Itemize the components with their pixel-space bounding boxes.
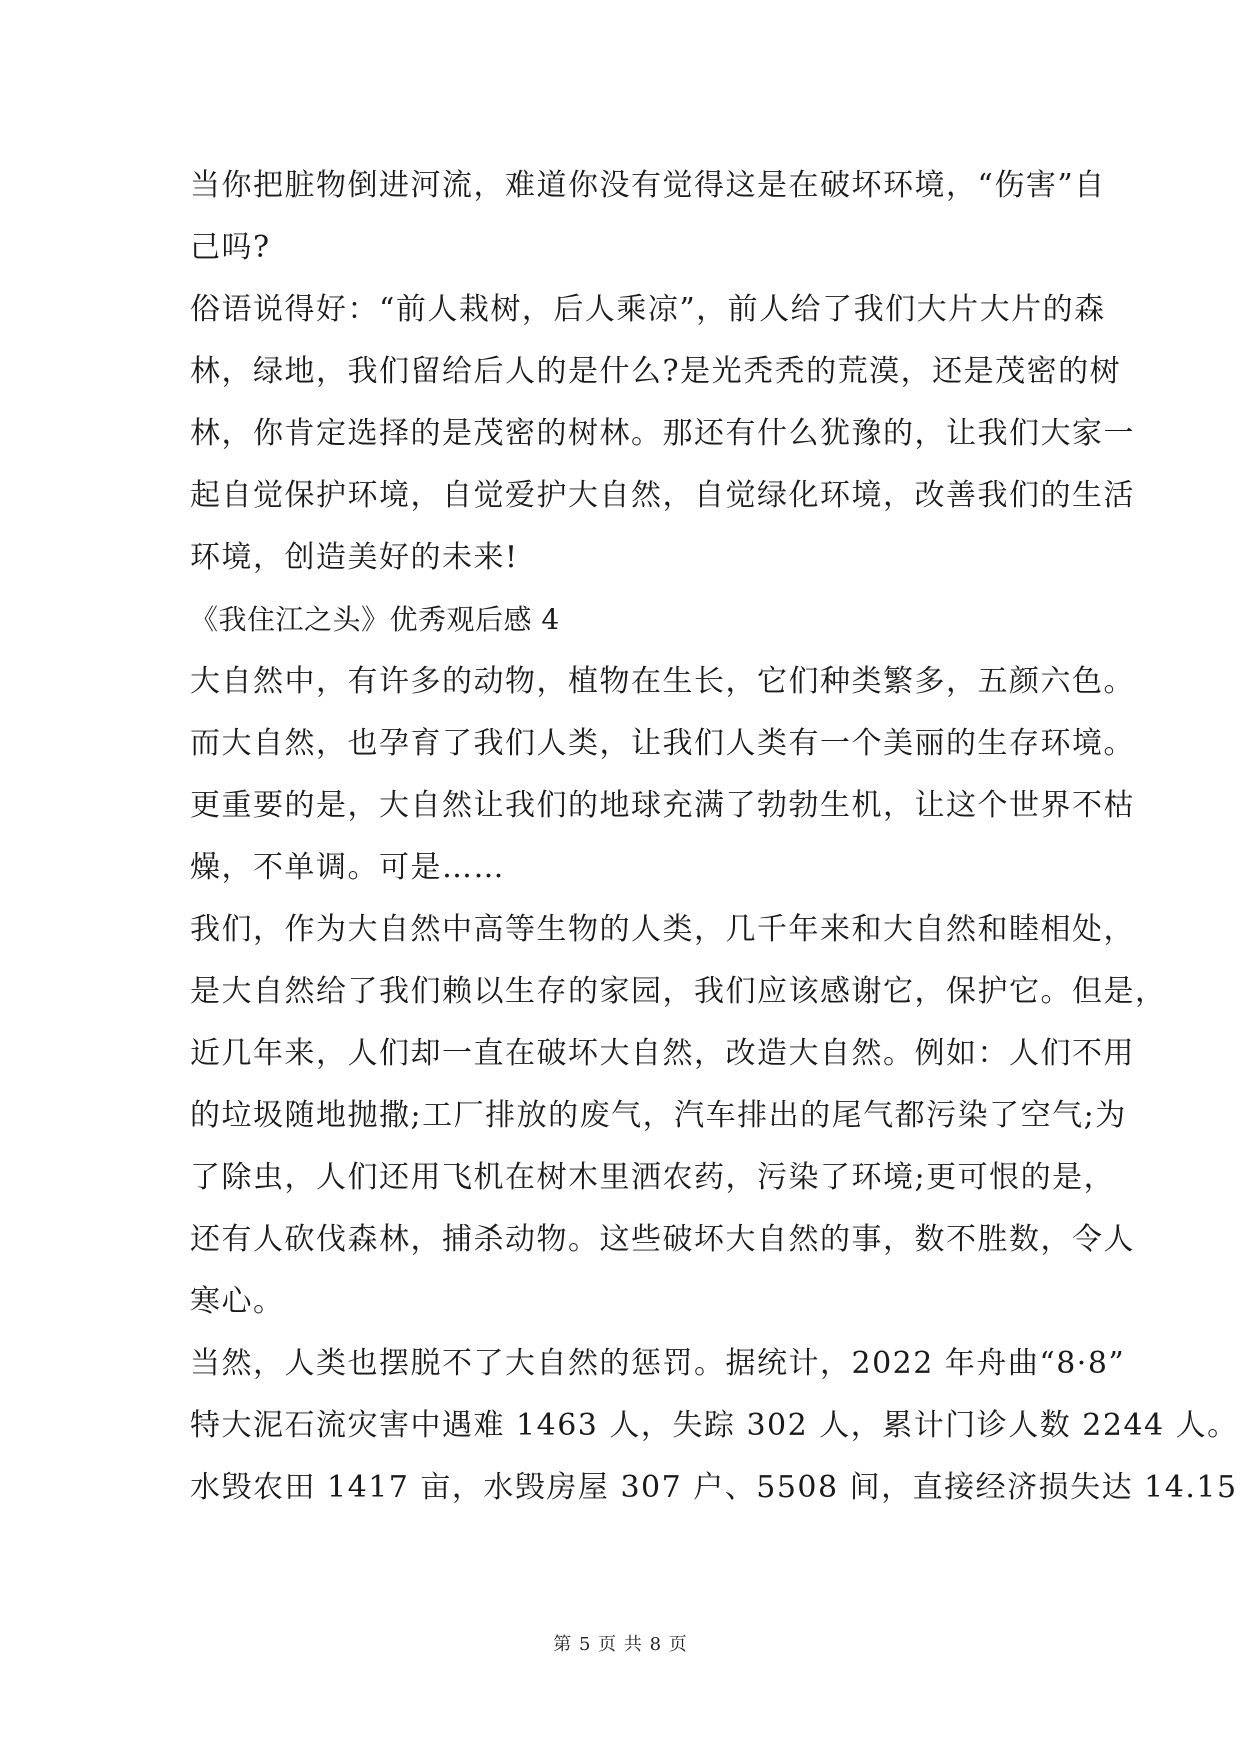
text-line: 大自然中，有许多的动物，植物在生长，它们种类繁多，五颜六色。	[190, 664, 1135, 699]
text-line: 而大自然，也孕育了我们人类，让我们人类有一个美丽的生存环境。	[190, 726, 1135, 761]
text-line: 是大自然给了我们赖以生存的家园，我们应该感谢它，保护它。但是，	[190, 974, 1167, 1009]
text-line: 俗语说得好：“前人栽树，后人乘凉”，前人给了我们大片大片的森	[190, 292, 1106, 327]
text-line: 环境，创造美好的未来!	[190, 540, 519, 575]
text-line: 起自觉保护环境，自觉爱护大自然，自觉绿化环境，改善我们的生活	[190, 478, 1135, 513]
text-line: 林，你肯定选择的是茂密的树林。那还有什么犹豫的，让我们大家一	[190, 416, 1135, 451]
text-line: 的垃圾随地抛撒;工厂排放的废气，汽车排出的尾气都污染了空气;为	[190, 1098, 1127, 1133]
text-line: 还有人砍伐森林，捕杀动物。这些破坏大自然的事，数不胜数，令人	[190, 1222, 1135, 1257]
text-line: 己吗?	[190, 230, 271, 265]
text-line: 水毁农田 1417 亩，水毁房屋 307 户、5508 间，直接经济损失达 14.15	[190, 1470, 1238, 1505]
text-line: 燥，不单调。可是……	[190, 850, 505, 885]
text-line: 特大泥石流灾害中遇难 1463 人，失踪 302 人，累计门诊人数 2244 人。	[190, 1408, 1239, 1443]
page-footer: 第 5 页 共 8 页	[553, 1634, 688, 1655]
section-heading: 《我住江之头》优秀观后感 4	[190, 603, 560, 636]
text-line: 近几年来，人们却一直在破坏大自然，改造大自然。例如：人们不用	[190, 1036, 1135, 1071]
text-line: 当然，人类也摆脱不了大自然的惩罚。据统计，2022 年舟曲“8·8”	[190, 1346, 1126, 1381]
text-line: 更重要的是，大自然让我们的地球充满了勃勃生机，让这个世界不枯	[190, 788, 1135, 823]
text-line: 我们，作为大自然中高等生物的人类，几千年来和大自然和睦相处，	[190, 912, 1135, 947]
text-line: 林，绿地，我们留给后人的是什么?是光秃秃的荒漠，还是茂密的树	[190, 354, 1122, 389]
text-line: 了除虫，人们还用飞机在树木里洒农药，污染了环境;更可恨的是，	[190, 1160, 1116, 1195]
document-body	[190, 155, 1239, 1519]
text-line: 寒心。	[190, 1284, 285, 1319]
text-line: 当你把脏物倒进河流，难道你没有觉得这是在破坏环境，“伤害”自	[190, 168, 1106, 203]
